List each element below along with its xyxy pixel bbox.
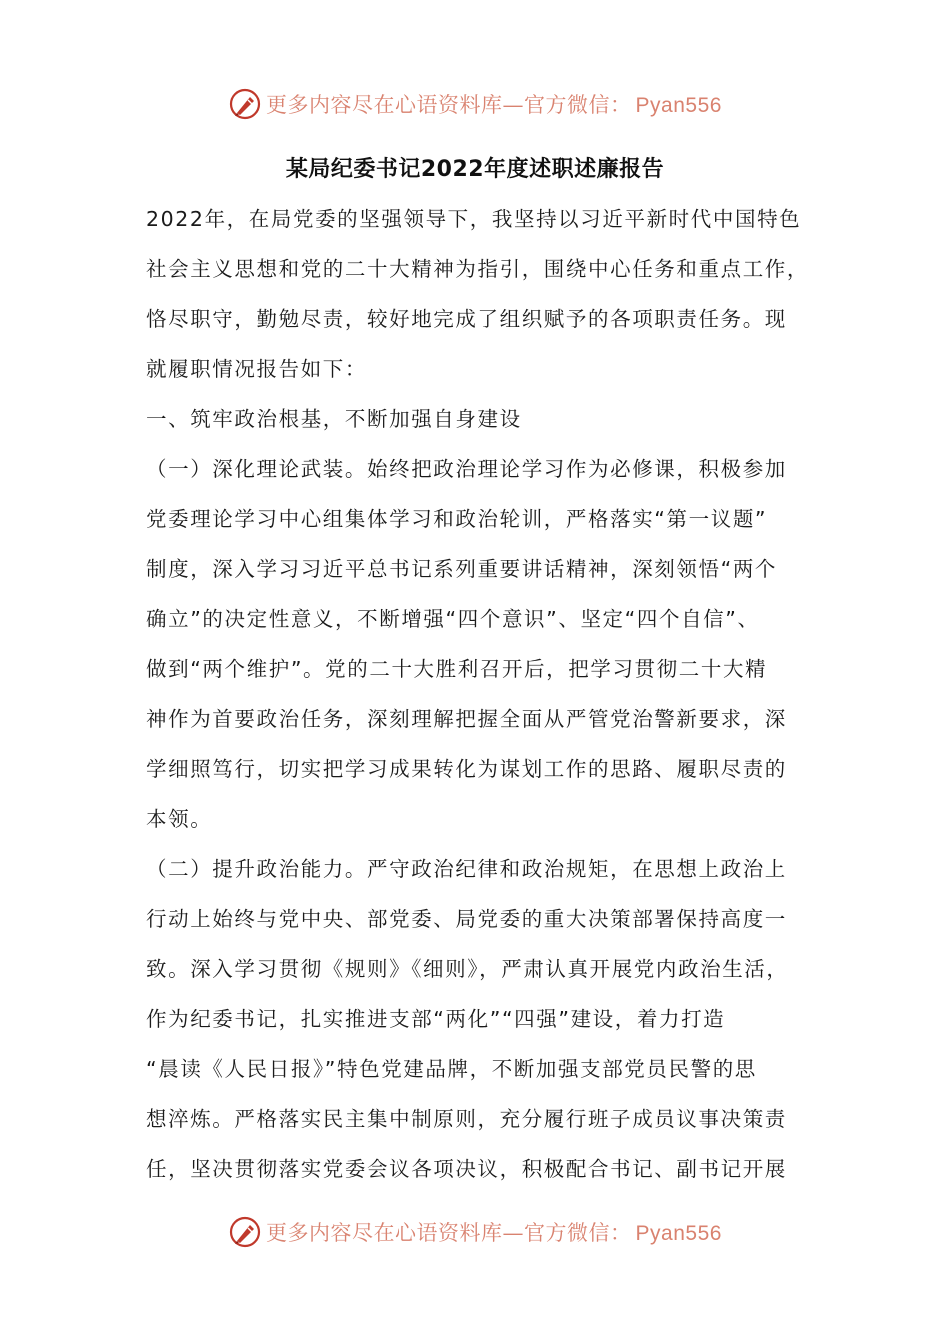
body-line: 作为纪委书记，扎实推进支部“两化”“四强”建设，着力打造 — [146, 1007, 726, 1031]
body-line: （二）提升政治能力。严守政治纪律和政治规矩，在思想上政治上 — [146, 857, 787, 881]
body-line: 恪尽职守，勤勉尽责，较好地完成了组织赋予的各项职责任务。现 — [146, 307, 787, 331]
watermark-handle: Pyan556 — [635, 1222, 722, 1245]
watermark-handle: Pyan556 — [635, 94, 722, 117]
body-line: 做到“两个维护”。党的二十大胜利召开后，把学习贯彻二十大精 — [146, 657, 768, 681]
body-line: 就履职情况报告如下： — [146, 357, 367, 381]
pen-nib-logo-icon — [228, 1215, 262, 1249]
document-body — [146, 197, 816, 1197]
body-line: 2022年，在局党委的坚强领导下，我坚持以习近平新时代中国特色 — [146, 207, 802, 231]
pen-nib-logo-icon — [228, 87, 262, 121]
body-line: 学细照笃行，切实把学习成果转化为谋划工作的思路、履职尽责的 — [146, 757, 787, 781]
body-line: 社会主义思想和党的二十大精神为指引，围绕中心任务和重点工作， — [146, 257, 809, 281]
body-line: 党委理论学习中心组集体学习和政治轮训，严格落实“第一议题” — [146, 507, 768, 531]
watermark-text: 更多内容尽在心语资料库—官方微信： Pyan556 — [266, 93, 722, 117]
body-line: 制度，深入学习习近平总书记系列重要讲话精神，深刻领悟“两个 — [146, 557, 778, 581]
body-line: （一）深化理论武装。始终把政治理论学习作为必修课，积极参加 — [146, 457, 787, 481]
body-line: 确立”的决定性意义，不断增强“四个意识”、坚定“四个自信”、 — [146, 607, 760, 631]
body-line: 想淬炼。严格落实民主集中制原则，充分履行班子成员议事决策责 — [146, 1107, 787, 1131]
section-heading: 一、筑牢政治根基，不断加强自身建设 — [146, 407, 522, 431]
body-line: 行动上始终与党中央、部党委、局党委的重大决策部署保持高度一 — [146, 907, 787, 931]
body-line: 神作为首要政治任务，深刻理解把握全面从严管党治警新要求，深 — [146, 707, 787, 731]
body-line: “晨读《人民日报》”特色党建品牌，不断加强支部党员民警的思 — [146, 1057, 757, 1081]
watermark-text: 更多内容尽在心语资料库—官方微信： Pyan556 — [266, 1221, 722, 1245]
header-watermark — [0, 84, 950, 124]
body-line: 任，坚决贯彻落实党委会议各项决议，积极配合书记、副书记开展 — [146, 1157, 787, 1181]
body-line: 致。深入学习贯彻《规则》《细则》，严肃认真开展党内政治生活， — [146, 957, 789, 981]
document-title: 某局纪委书记2022年度述职述廉报告 — [285, 157, 665, 182]
footer-watermark — [0, 1212, 950, 1252]
body-line: 本领。 — [146, 807, 213, 831]
